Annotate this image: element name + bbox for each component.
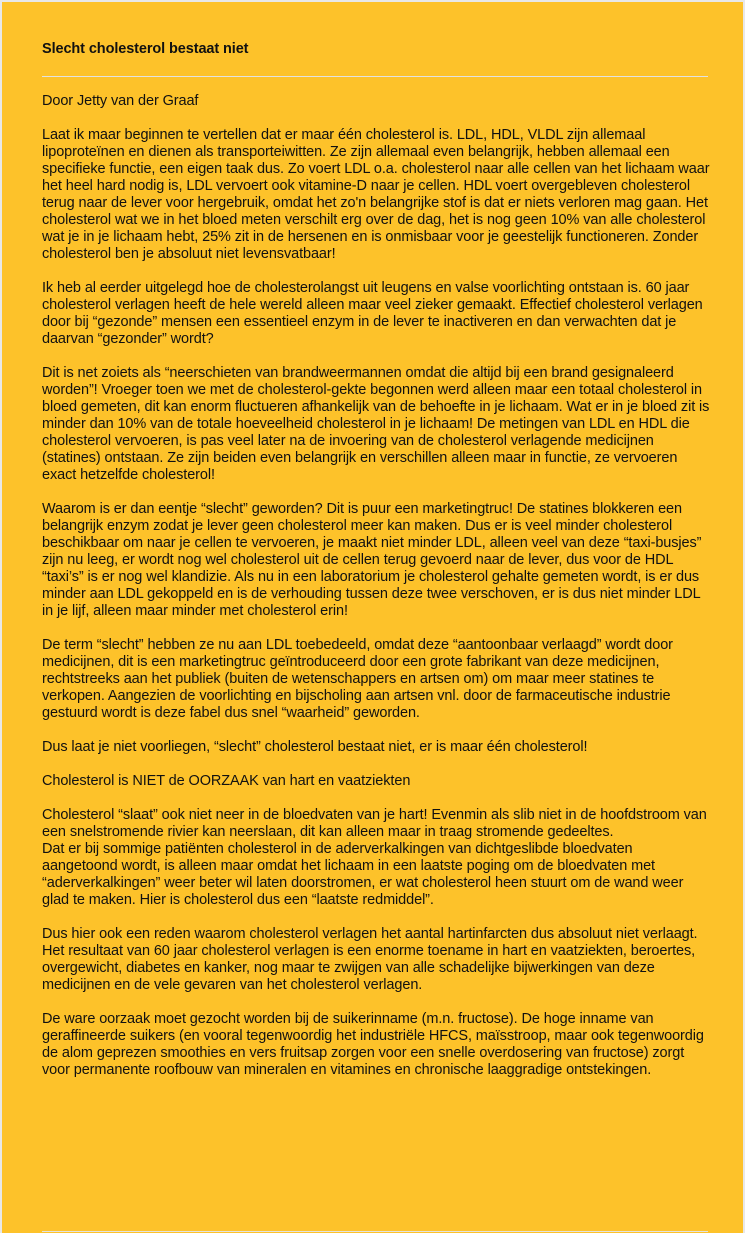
author-line: Door Jetty van der Graaf (42, 93, 199, 109)
paragraph-9: De ware oorzaak moet gezocht worden bij de suikerinname (m.n. fructose). De hoge inname van geraffineerde suikers (en vooral tegenwoordig het industriële HFCS, maïsstroop, maar ook tegenwoordig de alom geprezen smoothies en vers fruitsap zorgen voor een snelle overdosering van fructose) zorgt voor permanente roofbouw van mineralen en vitamines en chronische laaggradige ontstekingen. (42, 1011, 704, 1078)
paragraph-7: Cholesterol “slaat” ook niet neer in de bloedvaten van je hart! Evenmin als slib niet in de hoofdstroom van een snelstromende rivier kan neerslaan, dit kan alleen maar in traag stromende gedeeltes. Dat er bij sommige patiënten cholesterol in de aderverkalkingen van dichtgeslibde bloedvaten aangetoond wordt, is alleen maar omdat het lichaam in een laatste poging om de bloedvaten met “aderverkalkingen” weer beter wil laten doorstromen, er wat cholesterol heen stuurt om de wand weer glad te maken. Hier is cholesterol dus een “laatste redmiddel”. (42, 807, 707, 908)
top-divider (42, 76, 708, 77)
paragraph-3: Dit is net zoiets als “neerschieten van brandweermannen omdat die altijd bij een brand gesignaleerd worden”! Vroeger toen we met de cholesterol-gekte begonnen werd alleen maar een totaal cholesterol in bloed gemeten, dit kan enorm fluctueren afhankelijk van de behoefte in je lichaam. Wat er in je bloed zit is minder dan 10% van de totale hoeveelheid cholesterol in je lichaam! De metingen van LDL en HDL die cholesterol vervoeren, is pas veel later na de invoering van de cholesterol verlagende medicijnen (statines) ontstaan. Ze zijn beiden even belangrijk en verschillen alleen maar in functie, ze vervoeren exact hetzelfde cholesterol! (42, 365, 710, 483)
paragraph-6: Dus laat je niet voorliegen, “slecht” cholesterol bestaat niet, er is maar één cholesterol! (42, 739, 588, 755)
paragraph-1: Laat ik maar beginnen te vertellen dat er maar één cholesterol is. LDL, HDL, VLDL zijn allemaal lipoproteïnen en dienen als transporteiwitten. Ze zijn allemaal even belangrijk, hebben allemaal een specifieke functie, een eigen taak dus. Zo voert LDL o.a. cholesterol naar alle cellen van het lichaam waar het heel hard nodig is, LDL vervoert ook vitamine-D naar je cellen. HDL voert overgebleven cholesterol terug naar de lever voor hergebruik, omdat het zo'n belangrijke stof is dat er niets verloren mag gaan. Het cholesterol wat we in het bloed meten verschilt erg over de dag, het is nog geen 10% van alle cholesterol wat je in je lichaam hebt, 25% zit in de hersenen en is onmisbaar voor je geestelijk functioneren. Zonder cholesterol ben je absoluut niet levensvatbaar! (42, 127, 710, 262)
bottom-divider (42, 1231, 708, 1232)
paragraph-5: De term “slecht” hebben ze nu aan LDL toebedeeld, omdat deze “aantoonbaar verlaagd” wordt door medicijnen, dit is een marketingtruc geïntroduceerd door een grote fabrikant van deze medicijnen, rechtstreeks aan het publiek (buiten de wetenschappers en artsen om) om maar meer statines te verkopen. Aangezien de voorlichting en bijscholing aan artsen vnl. door de farmaceutische industrie gestuurd wordt is deze fabel dus snel “waarheid” geworden. (42, 637, 673, 721)
article-title: Slecht cholesterol bestaat niet (42, 41, 249, 57)
section-heading: Cholesterol is NIET de OORZAAK van hart en vaatziekten (42, 773, 411, 789)
paragraph-2: Ik heb al eerder uitgelegd hoe de cholesterolangst uit leugens en valse voorlichting ontstaan is. 60 jaar cholesterol verlagen heeft de hele wereld alleen maar veel zieker gemaakt. Effectief cholesterol verlagen door bij “gezonde” mensen een essentieel enzym in de lever te inactiveren en dan verwachten dat je daarvan “gezonder” wordt? (42, 280, 703, 347)
paragraph-8: Dus hier ook een reden waarom cholesterol verlagen het aantal hartinfarcten dus absoluut niet verlaagt. Het resultaat van 60 jaar cholesterol verlagen is een enorme toename in hart en vaatziekten, beroertes, overgewicht, diabetes en kanker, nog maar te zwijgen van alle schadelijke bijwerkingen van deze medicijnen en de vele gevaren van het cholesterol verlagen. (42, 926, 698, 993)
article-body (42, 93, 712, 1079)
paragraph-4: Waarom is er dan eentje “slecht” geworden? Dit is puur een marketingtruc! De statines blokkeren een belangrijk enzym zodat je lever geen cholesterol meer kan maken. Dus er is veel minder cholesterol beschikbaar om naar je cellen te vervoeren, je maakt niet minder LDL, alleen veel van deze “taxi-busjes” zijn nu leeg, er wordt nog wel cholesterol uit de cellen terug gevoerd naar de lever, dus voor de HDL “taxi’s” is er nog wel klandizie. Als nu in een laboratorium je cholesterol gehalte gemeten wordt, is er dus minder aan LDL gekoppeld en is de verhouding tussen deze twee verschoven, er is dus niet minder LDL in je lijf, alleen maar minder met cholesterol erin! (42, 501, 702, 619)
